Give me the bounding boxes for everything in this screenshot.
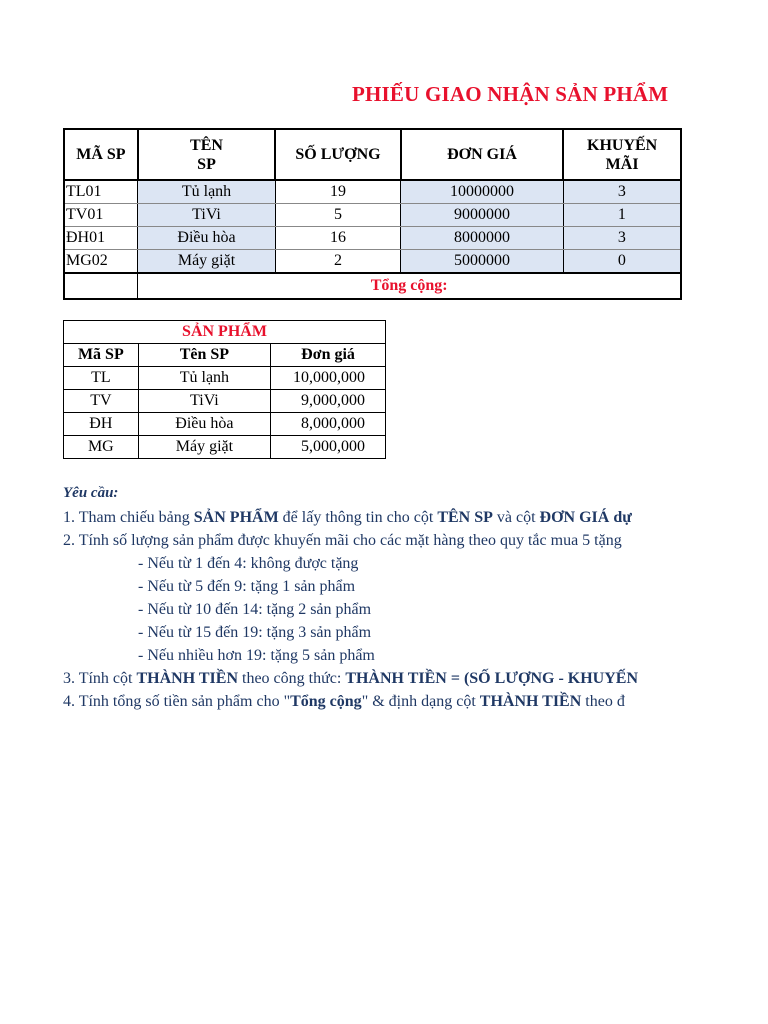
req-text: và cột: [492, 509, 540, 526]
cell-promo[interactable]: 1: [563, 204, 681, 227]
req-bold: THÀNH TIỀN: [136, 670, 238, 687]
cell-price[interactable]: 10000000: [401, 180, 563, 204]
total-label: Tổng cộng:: [138, 273, 681, 299]
cell-code[interactable]: MG02: [64, 250, 138, 274]
rule-item: - Nếu nhiều hơn 19: tặng 5 sản phẩm: [138, 647, 375, 664]
cell-qty[interactable]: 2: [275, 250, 401, 274]
table-row: [64, 390, 386, 413]
req-text: để lấy thông tin cho cột: [278, 509, 438, 526]
cell-name[interactable]: Máy giặt: [138, 250, 275, 274]
requirements-heading: Yêu cầu:: [63, 485, 119, 501]
cell-qty[interactable]: 16: [275, 227, 401, 250]
header-text: SP: [197, 155, 216, 173]
table-row: [64, 367, 386, 390]
cell-name[interactable]: TiVi: [138, 204, 275, 227]
cell-name[interactable]: Điều hòa: [138, 227, 275, 250]
header-so-luong: [275, 129, 401, 180]
rule-item: - Nếu từ 5 đến 9: tặng 1 sản phẩm: [138, 578, 356, 595]
req-text: 1. Tham chiếu bảng: [63, 509, 194, 526]
cell-code[interactable]: TV01: [64, 204, 138, 227]
header-text: ĐƠN GIÁ: [447, 146, 517, 163]
header-text: MÃ SP: [76, 146, 126, 163]
product-table-caption: SẢN PHẨM: [64, 321, 386, 344]
cell-price[interactable]: 8000000: [401, 227, 563, 250]
product-name[interactable]: Tủ lạnh: [138, 367, 270, 390]
requirements-section: [63, 480, 682, 713]
total-empty-cell[interactable]: [64, 273, 138, 299]
rule-item: - Nếu từ 15 đến 19: tặng 3 sản phẩm: [138, 624, 372, 641]
cell-qty[interactable]: 19: [275, 180, 401, 204]
requirement-item-4: [63, 690, 682, 713]
req-text: " & định dạng cột: [361, 693, 480, 710]
req-text: 4. Tính tổng số tiền sản phẩm cho ": [63, 693, 291, 710]
rule-item: - Nếu từ 1 đến 4: không được tặng: [138, 555, 359, 572]
product-code[interactable]: TV: [64, 390, 139, 413]
table-row: [64, 227, 681, 250]
header-ma-sp: [64, 129, 138, 180]
product-header-code: Mã SP: [64, 344, 139, 367]
req-bold: THÀNH TIỀN: [479, 693, 582, 710]
product-code[interactable]: ĐH: [64, 413, 139, 436]
product-name[interactable]: Máy giặt: [138, 436, 270, 459]
header-text: SỐ LƯỢNG: [295, 146, 381, 163]
product-price[interactable]: 5,000,000: [271, 436, 386, 459]
req-bold: SẢN PHẨM: [193, 509, 279, 526]
header-khuyen-mai: [563, 129, 681, 180]
req-text: theo đ: [581, 693, 625, 710]
req-bold: THÀNH TIỀN = (SỐ LƯỢNG - KHUYẾN: [345, 670, 639, 687]
product-price[interactable]: 9,000,000: [271, 390, 386, 413]
cell-code[interactable]: TL01: [64, 180, 138, 204]
header-don-gia: [401, 129, 563, 180]
table-row: [64, 180, 681, 204]
product-header-price: Đơn giá: [271, 344, 386, 367]
product-name[interactable]: Điều hòa: [138, 413, 270, 436]
product-price[interactable]: 10,000,000: [271, 367, 386, 390]
table-row: [64, 413, 386, 436]
product-header-name: Tên SP: [138, 344, 270, 367]
cell-price[interactable]: 9000000: [401, 204, 563, 227]
table-row: [64, 250, 681, 274]
cell-price[interactable]: 5000000: [401, 250, 563, 274]
table-row: [64, 436, 386, 459]
cell-promo[interactable]: 3: [563, 180, 681, 204]
header-text: KHUYẾN: [587, 136, 658, 154]
cell-qty[interactable]: 5: [275, 204, 401, 227]
rule-item: - Nếu từ 10 đến 14: tặng 2 sản phẩm: [138, 601, 372, 618]
product-price[interactable]: 8,000,000: [271, 413, 386, 436]
req-text: theo công thức:: [238, 670, 346, 687]
req-bold: Tổng cộng: [290, 693, 362, 710]
cell-name[interactable]: Tủ lạnh: [138, 180, 275, 204]
req-text: 3. Tính cột: [63, 670, 137, 687]
product-caption-row: [64, 321, 386, 344]
requirement-item-1: [63, 506, 682, 529]
product-code[interactable]: TL: [64, 367, 139, 390]
delivery-table: [63, 128, 682, 300]
cell-code[interactable]: ĐH01: [64, 227, 138, 250]
req-bold: ĐƠN GIÁ dự: [539, 509, 632, 526]
cell-promo[interactable]: 3: [563, 227, 681, 250]
header-text: TÊN: [190, 136, 223, 154]
table-header-row: [64, 129, 681, 180]
table-row: [64, 204, 681, 227]
cell-promo[interactable]: 0: [563, 250, 681, 274]
header-ten-sp: [138, 129, 275, 180]
product-lookup-table: [63, 320, 386, 459]
req-bold: TÊN SP: [437, 509, 493, 526]
header-text: MÃI: [605, 155, 639, 173]
page-title: PHIẾU GIAO NHẬN SẢN PHẨM: [352, 82, 669, 106]
requirement-item-3: [63, 667, 682, 690]
product-code[interactable]: MG: [64, 436, 139, 459]
product-name[interactable]: TiVi: [138, 390, 270, 413]
requirement-item-2: 2. Tính số lượng sản phẩm được khuyến mãi cho các mặt hàng theo quy tắc mua 5 tặng: [63, 532, 622, 549]
total-row: [64, 273, 681, 299]
product-header-row: [64, 344, 386, 367]
